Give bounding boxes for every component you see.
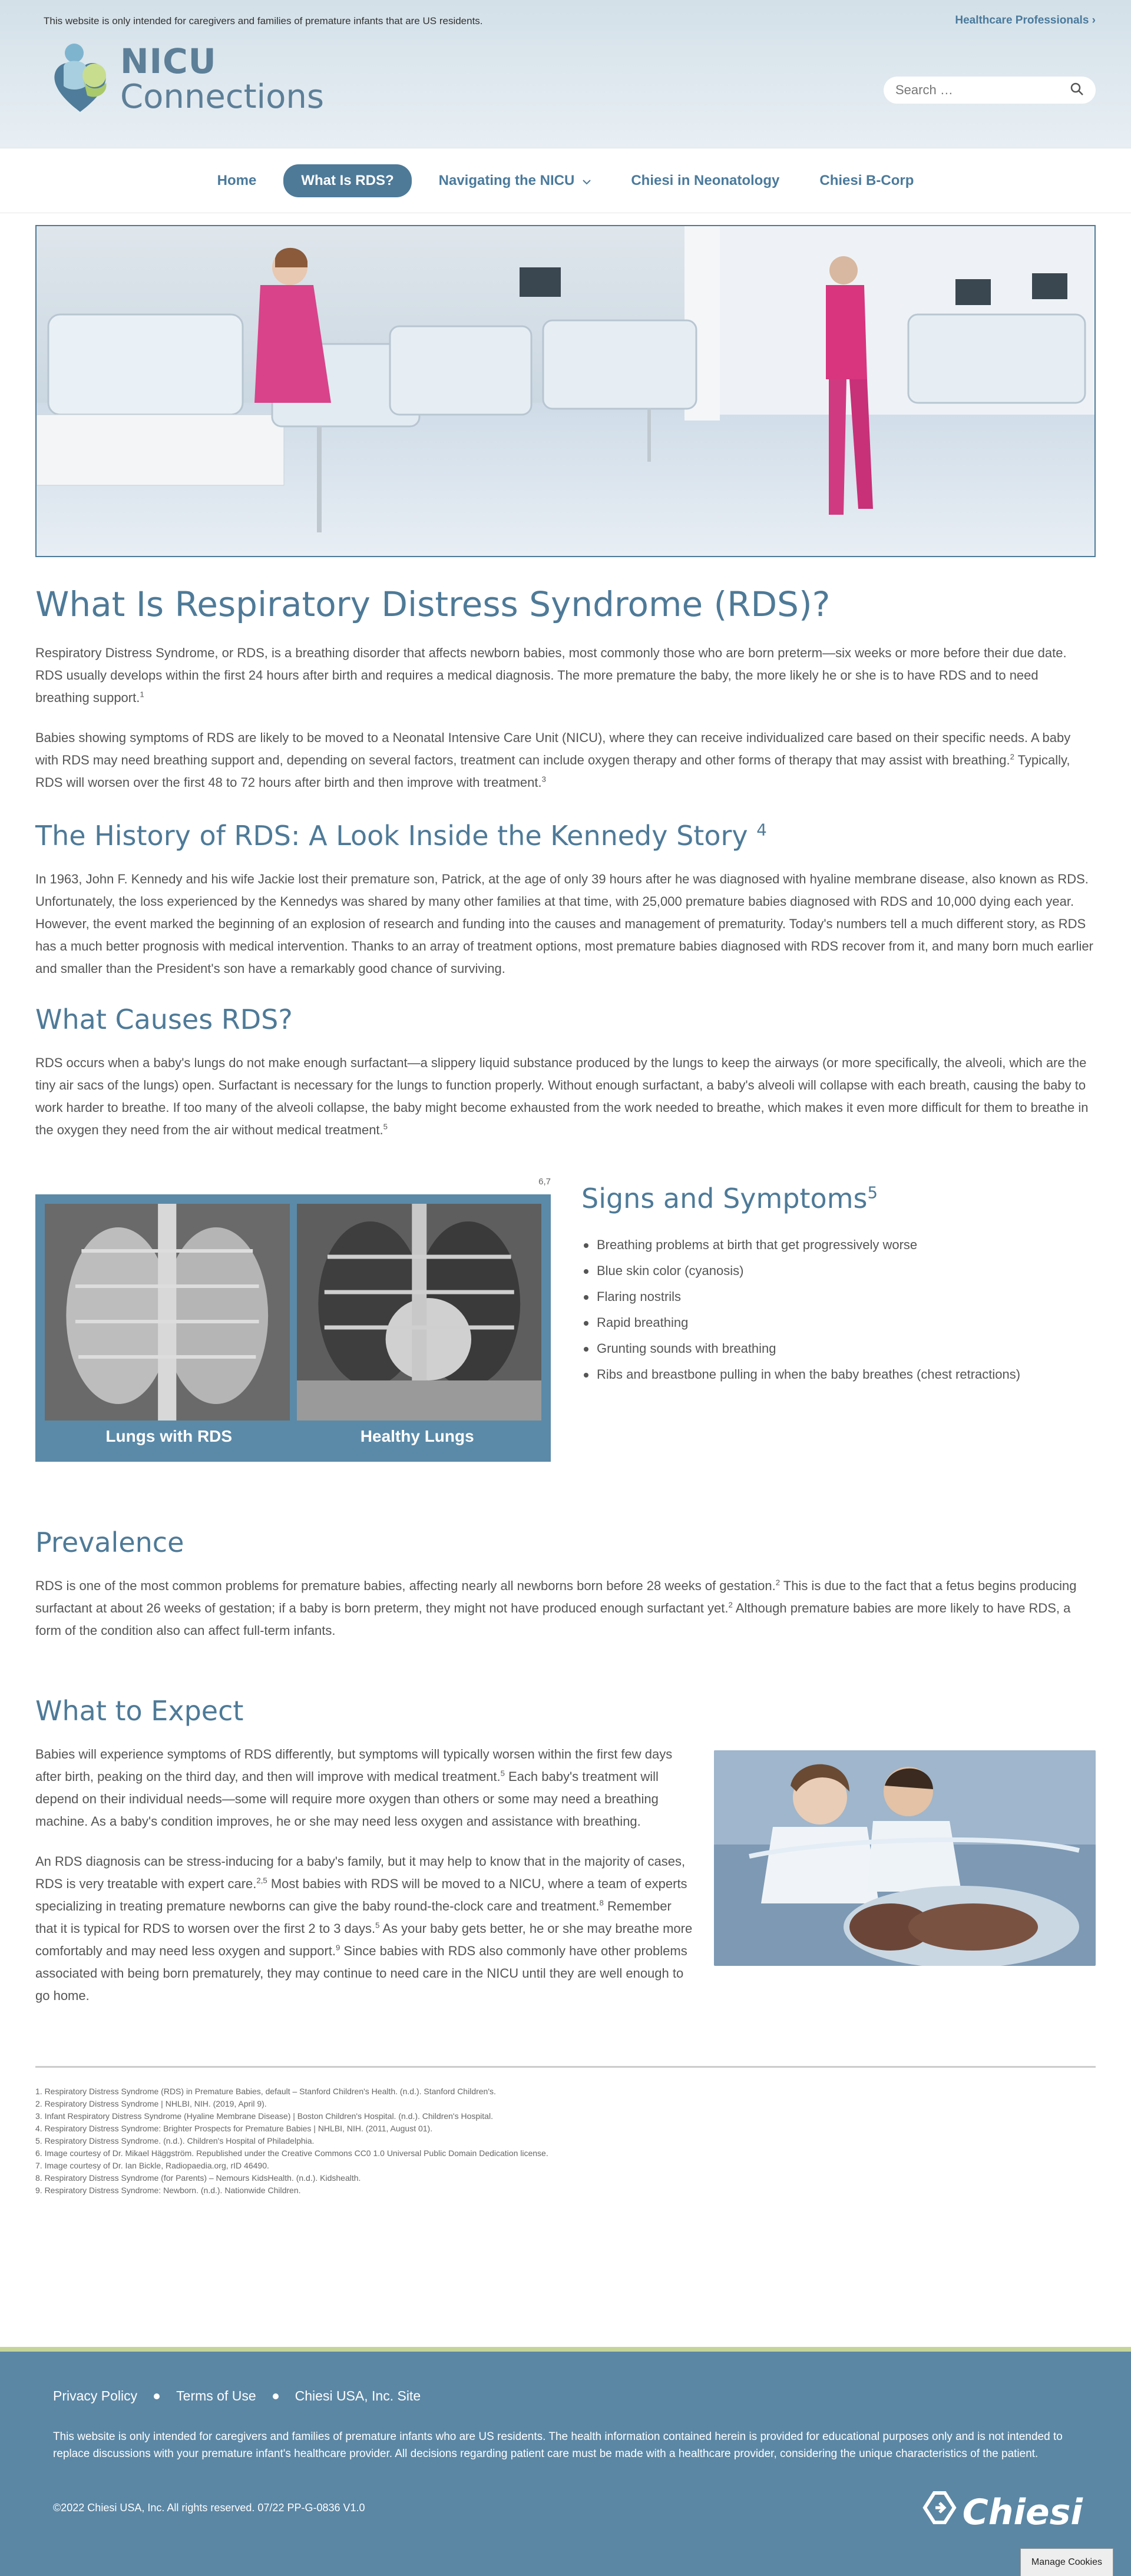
logo-line-2: Connections bbox=[120, 78, 325, 116]
reference-item: 4. Respiratory Distress Syndrome: Brighter Prospects for Premature Babies | NHLBI, NIH. (2011, August 01). bbox=[35, 2124, 433, 2133]
ref-sup: 9 bbox=[335, 1943, 340, 1952]
reference-item: 9. Respiratory Distress Syndrome: Newborn. (n.d.). Nationwide Children. bbox=[35, 2186, 301, 2195]
healthcare-professionals-link[interactable]: Healthcare Professionals › bbox=[955, 14, 1096, 27]
footer-disclaimer: This website is only intended for caregivers and families of premature infants who are US residents. The health information contained herein is provided for educational purposes only and is not intended to replace discussions with your premature infant's healthcare provider. All decisions regarding patient care must be made with a healthcare provider, considering the unique characteristics of the patient. bbox=[53, 2431, 1063, 2460]
expect-section bbox=[35, 1743, 1096, 2025]
exp2-a-text: An RDS diagnosis can be stress-inducing for a baby's family, but it may help to know that in the majority of cases, RDS is very treatable with expert care. bbox=[35, 1854, 686, 1891]
site-logo[interactable] bbox=[51, 41, 324, 118]
ref-sup: 2,5 bbox=[256, 1876, 267, 1885]
exp1-a-text: Babies will experience symptoms of RDS differently, but symptoms will typically worsen within the first few days after birth, peaking on the third day, and then will improve with medical treatment. bbox=[35, 1747, 673, 1784]
hero-image-nicu bbox=[35, 225, 1096, 557]
nav-chiesi-in-neonatology[interactable]: Chiesi in Neonatology bbox=[631, 172, 780, 188]
signs-and-symptoms bbox=[551, 1177, 1096, 1462]
footer-links bbox=[53, 2388, 421, 2404]
signs-list bbox=[581, 1232, 1096, 1388]
list-item: Breathing problems at birth that get progressively worse bbox=[581, 1232, 1096, 1258]
intro-p2b-text: Typically, RDS will worsen over the first 48 to 72 hours after birth and then improve with treatment. bbox=[35, 753, 1070, 790]
search-icon[interactable] bbox=[1070, 82, 1084, 99]
ref-sup: 4 bbox=[756, 820, 767, 840]
nav-navigating-the-nicu[interactable] bbox=[439, 173, 591, 189]
history-heading bbox=[35, 820, 1096, 852]
exp2-e-text: Since babies with RDS also commonly have other problems associated with being born prematurely, they may continue to need care in the NICU until they are well enough to go home. bbox=[35, 1943, 687, 2003]
main-nav bbox=[0, 148, 1131, 213]
nav-what-is-rds[interactable]: What Is RDS? bbox=[283, 164, 411, 197]
footer-privacy-policy-link[interactable]: Privacy Policy bbox=[53, 2388, 138, 2403]
xray-healthy-lungs bbox=[297, 1204, 542, 1421]
signs-heading bbox=[581, 1183, 1096, 1214]
reference-item: 6. Image courtesy of Dr. Mikael Häggström. Republished under the Creative Commons CC0 1.0 Universal Public Domain Dedication license. bbox=[35, 2148, 548, 2158]
history-title-text: The History of RDS: A Look Inside the Kennedy Story bbox=[35, 820, 748, 852]
nav-home[interactable]: Home bbox=[217, 172, 257, 188]
intro-p2a-text: Babies showing symptoms of RDS are likely to be moved to a Neonatal Intensive Care Unit (NICU), where they can receive individualized care based on their specific needs. A baby with RDS may need breathing support and, depending on several factors, treatment can include oxygen therapy and other forms of therapy that may assist with breathing. bbox=[35, 730, 1071, 767]
exp1-b-text: Each baby's treatment will depend on their individual needs—some will require more oxygen than others or some may need a breathing machine. As a baby's condition improves, he or she may need less oxygen and assistance with breathing. bbox=[35, 1769, 659, 1829]
footer-chiesi-usa-link[interactable]: Chiesi USA, Inc. Site bbox=[295, 2388, 421, 2403]
page-title: What Is Respiratory Distress Syndrome (RDS)? bbox=[35, 584, 831, 624]
causes-heading: What Causes RDS? bbox=[35, 1004, 293, 1035]
ref-sup: 8 bbox=[599, 1898, 604, 1908]
prevalence-paragraph bbox=[35, 1575, 1096, 1642]
ref-sup: 2 bbox=[775, 1578, 781, 1587]
list-item: Ribs and breastbone pulling in when the baby breathes (chest retractions) bbox=[581, 1362, 1096, 1388]
logo-line-1: NICU bbox=[120, 41, 217, 81]
exp2-d-text: As your baby gets better, he or she may breathe more comfortably and may need less oxygen and support. bbox=[35, 1921, 693, 1958]
expect-heading: What to Expect bbox=[35, 1695, 244, 1727]
prevalence-heading: Prevalence bbox=[35, 1527, 184, 1558]
ref-sup: 3 bbox=[541, 774, 546, 784]
chiesi-wordmark: Chiesi bbox=[962, 2491, 1083, 2533]
ref-sup: 1 bbox=[140, 690, 144, 699]
chevron-down-icon bbox=[583, 173, 591, 189]
causes-text: RDS occurs when a baby's lungs do not make enough surfactant—a slippery liquid substance produced by the lungs to keep the airways (or more specifically, the alveoli, which are the tiny air sacs of the lungs) open. Surfactant is necessary for the lungs to function properly. Without enough surfactant, a baby's alveoli will collapse with each breath, causing the baby to work harder to breathe. If too many of the alveoli collapse, the baby might become exhausted from the work needed to breathe, which makes it even more difficult for them to breathe in the oxygen they need from the air without medical treatment. bbox=[35, 1055, 1089, 1137]
search-input[interactable] bbox=[895, 82, 1070, 98]
list-item: Grunting sounds with breathing bbox=[581, 1336, 1096, 1362]
expect-image-nicu-baby bbox=[714, 1750, 1096, 1966]
history-paragraph: In 1963, John F. Kennedy and his wife Jackie lost their premature son, Patrick, at the age of only 39 hours after he was diagnosed with hyaline membrane disease, also known as RDS. Unfortunately, the loss experienced by the Kennedys was shared by many other families at that time, with 25,000 premature babies diagnosed with RDS and 10,000 dying each year. However, the event marked the beginning of an explosion of research and funding into the causes and management of prematurity. Today's numbers tell a much different story, as RDS has a much better prognosis with medical intervention. Thanks to an array of treatment options, most premature babies diagnosed with RDS recover from it, and many born much earlier and smaller than the President's son have a remarkably good chance of surviving. bbox=[35, 872, 1093, 976]
exp2-c-text: Remember that it is typical for RDS to worsen over the first 2 to 3 days. bbox=[35, 1899, 672, 1936]
intro-paragraph-2 bbox=[35, 727, 1096, 794]
prev-b-text: This is due to the fact that a fetus begins producing surfactant at about 26 weeks of gestation; if a baby is born preterm, they might not have produced enough surfactant yet. bbox=[35, 1578, 1077, 1615]
ref-sup: 5 bbox=[375, 1921, 380, 1930]
chiesi-mark-icon bbox=[922, 2491, 957, 2534]
xray-lungs-with-rds bbox=[45, 1204, 290, 1421]
signs-section bbox=[35, 1177, 1096, 1462]
ref-sup: 5 bbox=[500, 1769, 505, 1778]
reference-item: 1. Respiratory Distress Syndrome (RDS) in Premature Babies, default – Stanford Children's Health. (n.d.). Stanford Children's. bbox=[35, 2087, 496, 2096]
separator-dot bbox=[273, 2393, 279, 2399]
heart-baby-icon bbox=[51, 41, 117, 118]
footer-copyright: ©2022 Chiesi USA, Inc. All rights reserved. 07/22 PP-G-0836 V1.0 bbox=[53, 2502, 365, 2514]
chiesi-logo[interactable] bbox=[922, 2491, 1083, 2534]
ref-sup: 5 bbox=[383, 1122, 388, 1131]
xray-label-healthy: Healthy Lungs bbox=[360, 1427, 474, 1445]
exp2-b-text: Most babies with RDS will be moved to a NICU, where a team of experts specializing in treating premature newborns can give the baby round-the-clock care and treatment. bbox=[35, 1876, 687, 1913]
reference-item: 5. Respiratory Distress Syndrome. (n.d.). Children's Hospital of Philadelphia. bbox=[35, 2136, 315, 2145]
list-item: Flaring nostrils bbox=[581, 1284, 1096, 1310]
xray-figure bbox=[35, 1177, 551, 1462]
nav-navigating-label: Navigating the NICU bbox=[438, 172, 575, 188]
list-item: Blue skin color (cyanosis) bbox=[581, 1258, 1096, 1284]
reference-item: 3. Infant Respiratory Distress Syndrome (Hyaline Membrane Disease) | Boston Children's Hospital. (n.d.). Children's Hospital. bbox=[35, 2111, 493, 2121]
footer-terms-of-use-link[interactable]: Terms of Use bbox=[176, 2388, 256, 2403]
ref-sup: 2 bbox=[728, 1600, 733, 1610]
list-item: Rapid breathing bbox=[581, 1310, 1096, 1336]
manage-cookies-button[interactable]: Manage Cookies bbox=[1020, 2548, 1113, 2576]
reference-item: 8. Respiratory Distress Syndrome (for Parents) – Nemours KidsHealth. (n.d.). Kidshealth. bbox=[35, 2173, 361, 2183]
reference-item: 2. Respiratory Distress Syndrome | NHLBI, NIH. (2019, April 9). bbox=[35, 2099, 267, 2108]
prev-a-text: RDS is one of the most common problems for premature babies, affecting nearly all newborns born before 28 weeks of gestation. bbox=[35, 1578, 776, 1593]
intro-p1-text: Respiratory Distress Syndrome, or RDS, is a breathing disorder that affects newborn babies, most commonly those who are born preterm—six weeks or more before their due date. RDS usually develops within the first 24 hours after birth and requires a medical diagnosis. The more premature the baby, the more likely he or she is to have RDS and to need breathing support. bbox=[35, 645, 1067, 705]
xray-ref-sup: 6,7 bbox=[538, 1177, 551, 1187]
ref-sup: 2 bbox=[1010, 752, 1014, 761]
footer bbox=[0, 2347, 1131, 2576]
nav-chiesi-b-corp[interactable]: Chiesi B-Corp bbox=[819, 172, 914, 188]
xray-panel bbox=[35, 1194, 551, 1462]
header bbox=[0, 0, 1131, 148]
top-disclaimer: This website is only intended for caregivers and families of premature infants that are US residents. bbox=[44, 15, 483, 27]
causes-paragraph bbox=[35, 1052, 1096, 1141]
signs-title-text: Signs and Symptoms bbox=[581, 1183, 868, 1214]
ref-sup: 5 bbox=[867, 1183, 878, 1203]
separator-dot bbox=[154, 2393, 160, 2399]
references-list bbox=[35, 2066, 1096, 2197]
xray-label-rds: Lungs with RDS bbox=[105, 1427, 233, 1445]
intro-paragraph-1 bbox=[35, 642, 1096, 709]
search-box[interactable] bbox=[884, 77, 1096, 104]
prev-c-text: Although premature babies are more likely to have RDS, a form of the condition also can affect full-term infants. bbox=[35, 1601, 1071, 1638]
reference-item: 7. Image courtesy of Dr. Ian Bickle, Radiopaedia.org, rID 46490. bbox=[35, 2161, 269, 2170]
